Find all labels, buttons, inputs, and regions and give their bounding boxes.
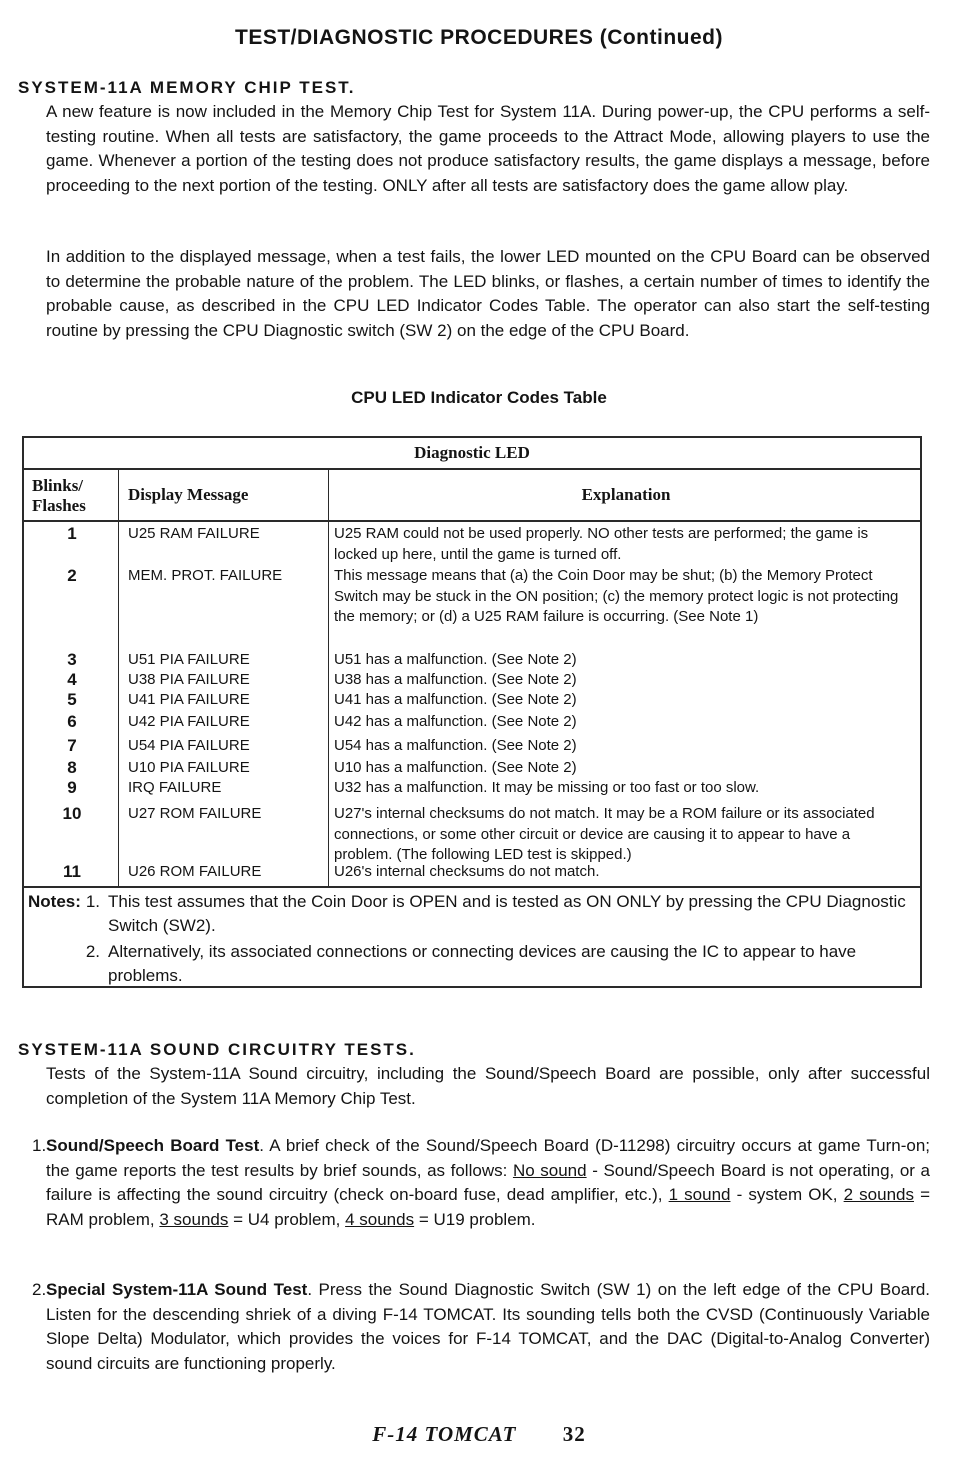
memory-test-heading: SYSTEM-11A MEMORY CHIP TEST.: [18, 78, 356, 97]
item-number: 1.: [32, 1136, 47, 1155]
column-divider: [328, 470, 329, 886]
display-message: U26 ROM FAILURE: [128, 863, 262, 880]
display-message: U51 PIA FAILURE: [128, 651, 250, 668]
display-message: U25 RAM FAILURE: [128, 525, 260, 542]
display-message: MEM. PROT. FAILURE: [128, 567, 283, 584]
table-notes: [28, 890, 908, 988]
column-header-blinks: Blinks/ Flashes: [32, 476, 86, 515]
footer-title: F-14 TOMCAT: [372, 1422, 517, 1446]
display-message: U42 PIA FAILURE: [128, 713, 250, 730]
header-divider: [24, 520, 920, 522]
sound-tests-heading: SYSTEM-11A SOUND CIRCUITRY TESTS.: [18, 1040, 416, 1059]
sound-test-item-2: 2. Special System-11A Sound Test. Press the Sound Diagnostic Switch (SW 1) on the left edge of the CPU Board. Listen for the descending shriek of a diving F-14 TOMCAT. Its sounding tells both the CVSD (Continuously Variable Slope Delta) Modulator, which provides the voices for F-14 TOMCAT, and the DAC (Digital-to-Analog Converter) sound circuits are functioning properly.: [32, 1280, 931, 1373]
explanation: U10 has a malfunction. (See Note 2): [334, 759, 577, 776]
notes-label: Notes:: [28, 892, 81, 911]
explanation: U26's internal checksums do not match.: [334, 863, 600, 880]
column-header-explanation: Explanation: [581, 485, 671, 504]
three-sounds-label: 3 sounds: [159, 1209, 229, 1229]
sound-test-item-1: 1. Sound/Speech Board Test. A brief check of the Sound/Speech Board (D-11298) circuitry occurs at game Turn-on; the game reports the test results by brief sounds, as follows: No sound - Sound/Speech Board is not operating, or a failure is affecting the sound circuitry (check on-board fuse, dead amplifier, etc.), 1 sound - system OK, 2 sounds = RAM problem, 3 sounds = U4 problem, 4 sounds = U19 problem.: [32, 1136, 931, 1229]
four-sounds-label: 4 sounds: [345, 1209, 415, 1229]
blink-count: 7: [67, 736, 77, 755]
explanation: This message means that (a) the Coin Door may be shut; (b) the Memory Protect Switch may be stuck in the ON position; (c) the memory protect logic is not protecting the memory; or (d) a U25 RAM failure is occurring. (See Note 1): [334, 567, 899, 625]
no-sound-label: No sound: [512, 1160, 587, 1180]
column-divider: [118, 470, 119, 886]
explanation: U38 has a malfunction. (See Note 2): [334, 671, 577, 688]
blink-count: 4: [67, 670, 77, 689]
page-footer: [0, 1422, 958, 1447]
memory-test-paragraph-2: In addition to the displayed message, when a test fails, the lower LED mounted on the CPU Board can be observed to determine the probable nature of the problem. The LED blinks, or flashes, a certain number of times to identify the probable cause, as described in the CPU LED Indicator Codes Table. The operator can also start the self-testing routine by pressing the CPU Diagnostic switch (SW 2) on the edge of the CPU Board.: [46, 247, 930, 340]
blink-count: 5: [67, 690, 77, 709]
memory-test-paragraph-1: A new feature is now included in the Memory Chip Test for System 11A. During power-up, the CPU performs a self-testing routine. When all tests are satisfactory, the game proceeds to the Attract Mode, allowing players to use the game. Whenever a portion of the testing does not produce satisfactory results, the game displays a message, before proceeding to the next portion of the testing. ONLY after all tests are satisfactory does the game allow play.: [46, 102, 930, 195]
display-message: U38 PIA FAILURE: [128, 671, 250, 688]
display-message: IRQ FAILURE: [128, 779, 222, 796]
blink-count: 8: [67, 758, 77, 777]
explanation: U41 has a malfunction. (See Note 2): [334, 691, 577, 708]
note-number: 2.: [85, 942, 100, 961]
note-1: [28, 890, 908, 938]
one-sound-label: 1 sound: [668, 1185, 731, 1204]
display-message: U10 PIA FAILURE: [128, 759, 250, 776]
blink-count: 1: [67, 524, 77, 543]
note-number: 1.: [85, 892, 100, 911]
item-number: 2.: [32, 1280, 47, 1299]
item-title: Special System-11A Sound Test: [46, 1280, 308, 1299]
blink-count: 2: [67, 566, 77, 585]
note-text: Alternatively, its associated connections or connecting devices are causing the IC to appear to have problems.: [108, 942, 857, 985]
item-title: Sound/Speech Board Test: [46, 1136, 260, 1155]
sound-tests-intro: Tests of the System-11A Sound circuitry, including the Sound/Speech Board are possible, only after successful completion of the System 11A Memory Chip Test.: [46, 1064, 930, 1108]
note-text: This test assumes that the Coin Door is OPEN and is tested as ON ONLY by pressing the CPU Diagnostic Switch (SW2).: [108, 892, 906, 935]
led-codes-table: [22, 436, 922, 988]
blink-count: 11: [63, 862, 81, 881]
two-sounds-label: 2 sounds: [843, 1185, 914, 1204]
note-2: [28, 940, 908, 988]
led-table-caption: CPU LED Indicator Codes Table: [351, 388, 607, 407]
explanation: U51 has a malfunction. (See Note 2): [334, 651, 577, 668]
blink-count: 6: [67, 712, 77, 731]
explanation: U42 has a malfunction. (See Note 2): [334, 713, 577, 730]
display-message: U54 PIA FAILURE: [128, 737, 250, 754]
explanation: U27's internal checksums do not match. It may be a ROM failure or its associated connections, or some other circuit or device are causing it to appear to have a problem. (The following LED test is skipped.): [334, 805, 875, 863]
display-message: U27 ROM FAILURE: [128, 805, 262, 822]
page-title: TEST/DIAGNOSTIC PROCEDURES (Continued): [235, 26, 723, 49]
explanation: U32 has a malfunction. It may be missing or too fast or too slow.: [334, 779, 760, 796]
explanation: U54 has a malfunction. (See Note 2): [334, 737, 577, 754]
blink-count: 3: [67, 650, 77, 669]
page-number: 32: [562, 1422, 586, 1446]
blink-count: 9: [67, 778, 77, 797]
table-group-header: Diagnostic LED: [24, 438, 920, 470]
column-header-message: Display Message: [128, 485, 249, 504]
notes-divider: [24, 886, 920, 888]
display-message: U41 PIA FAILURE: [128, 691, 250, 708]
blink-count: 10: [62, 804, 82, 823]
explanation: U25 RAM could not be used properly. NO other tests are performed; the game is locked up here, until the game is turned off.: [334, 525, 869, 563]
